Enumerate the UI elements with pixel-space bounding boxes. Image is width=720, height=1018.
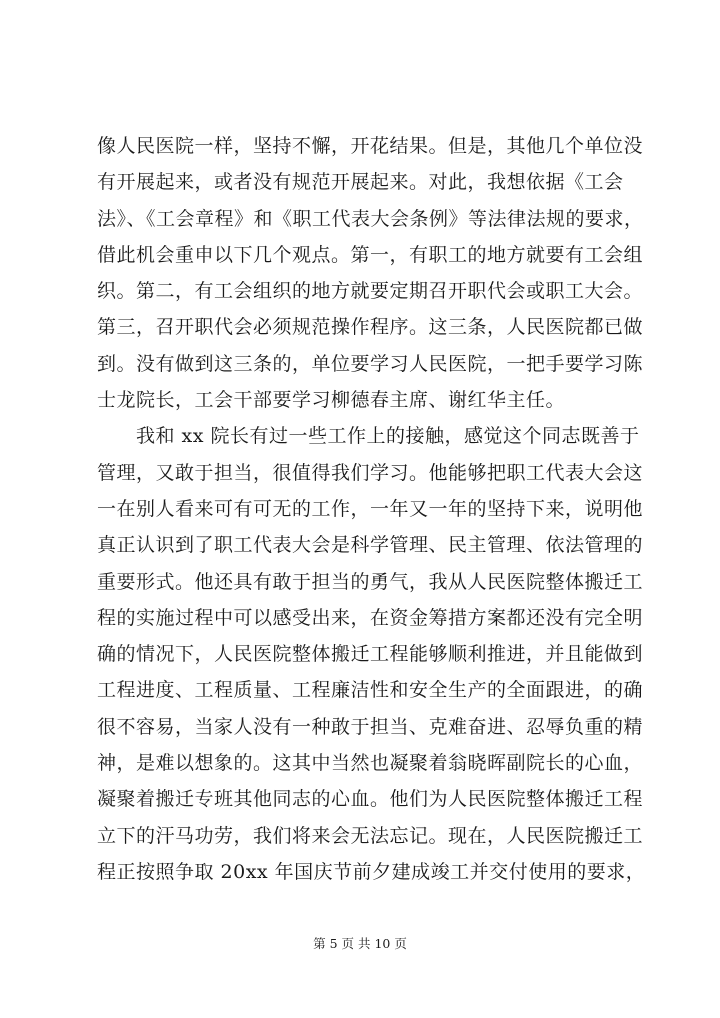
page-number-label: 第 5 页 共 10 页: [313, 936, 407, 951]
text-line: 织。第二，有工会组织的地方就要定期召开职代会或职工大会。: [97, 280, 644, 303]
text-line: 一在别人看来可有可无的工作，一年又一年的坚持下来，说明他: [97, 497, 644, 520]
text-line: 第三，召开职代会必须规范操作程序。这三条，人民医院都已做: [97, 316, 644, 339]
text-line: 我和 xx 院长有过一些工作上的接触，感觉这个同志既善于: [97, 425, 640, 448]
text-line: 神，是难以想象的。这其中当然也凝聚着翁晓晖副院长的心血，: [97, 752, 644, 775]
body-text: [97, 128, 646, 890]
text-line: 像人民医院一样，坚持不懈，开花结果。但是，其他几个单位没: [97, 135, 644, 157]
text-line: 到。没有做到这三条的，单位要学习人民医院，一把手要学习陈: [97, 352, 644, 375]
text-line: 程正按照争取 20xx 年国庆节前夕建成竣工并交付使用的要求，: [97, 860, 646, 883]
text-line: 士龙院长，工会干部要学习柳德春主席、谢红华主任。: [97, 389, 566, 412]
text-line: 真正认识到了职工代表大会是科学管理、民主管理、依法管理的: [97, 534, 644, 557]
text-line: 立下的汗马功劳，我们将来会无法忘记。现在，人民医院搬迁工: [97, 824, 644, 847]
text-line: 工程进度、工程质量、工程廉洁性和安全生产的全面跟进，的确: [97, 679, 644, 702]
text-line: 有开展起来，或者没有规范开展起来。对此，我想依据《工会: [97, 171, 624, 194]
text-line: 重要形式。他还具有敢于担当的勇气，我从人民医院整体搬迁工: [97, 570, 644, 593]
text-line: 确的情况下，人民医院整体搬迁工程能够顺利推进，并且能做到: [97, 643, 644, 666]
text-line: 法》、《工会章程》和《职工代表大会条例》等法律法规的要求，: [97, 207, 644, 230]
text-line: 借此机会重申以下几个观点。第一，有职工的地方就要有工会组: [97, 243, 644, 266]
text-line: 很不容易，当家人没有一种敢于担当、克难奋进、忍辱负重的精: [97, 715, 644, 738]
text-line: 程的实施过程中可以感受出来，在资金筹措方案都还没有完全明: [97, 606, 644, 629]
text-line: 管理，又敢于担当，很值得我们学习。他能够把职工代表大会这: [97, 461, 644, 484]
page-footer: [0, 934, 720, 952]
text-line: 凝聚着搬迁专班其他同志的心血。他们为人民医院整体搬迁工程: [97, 788, 644, 811]
